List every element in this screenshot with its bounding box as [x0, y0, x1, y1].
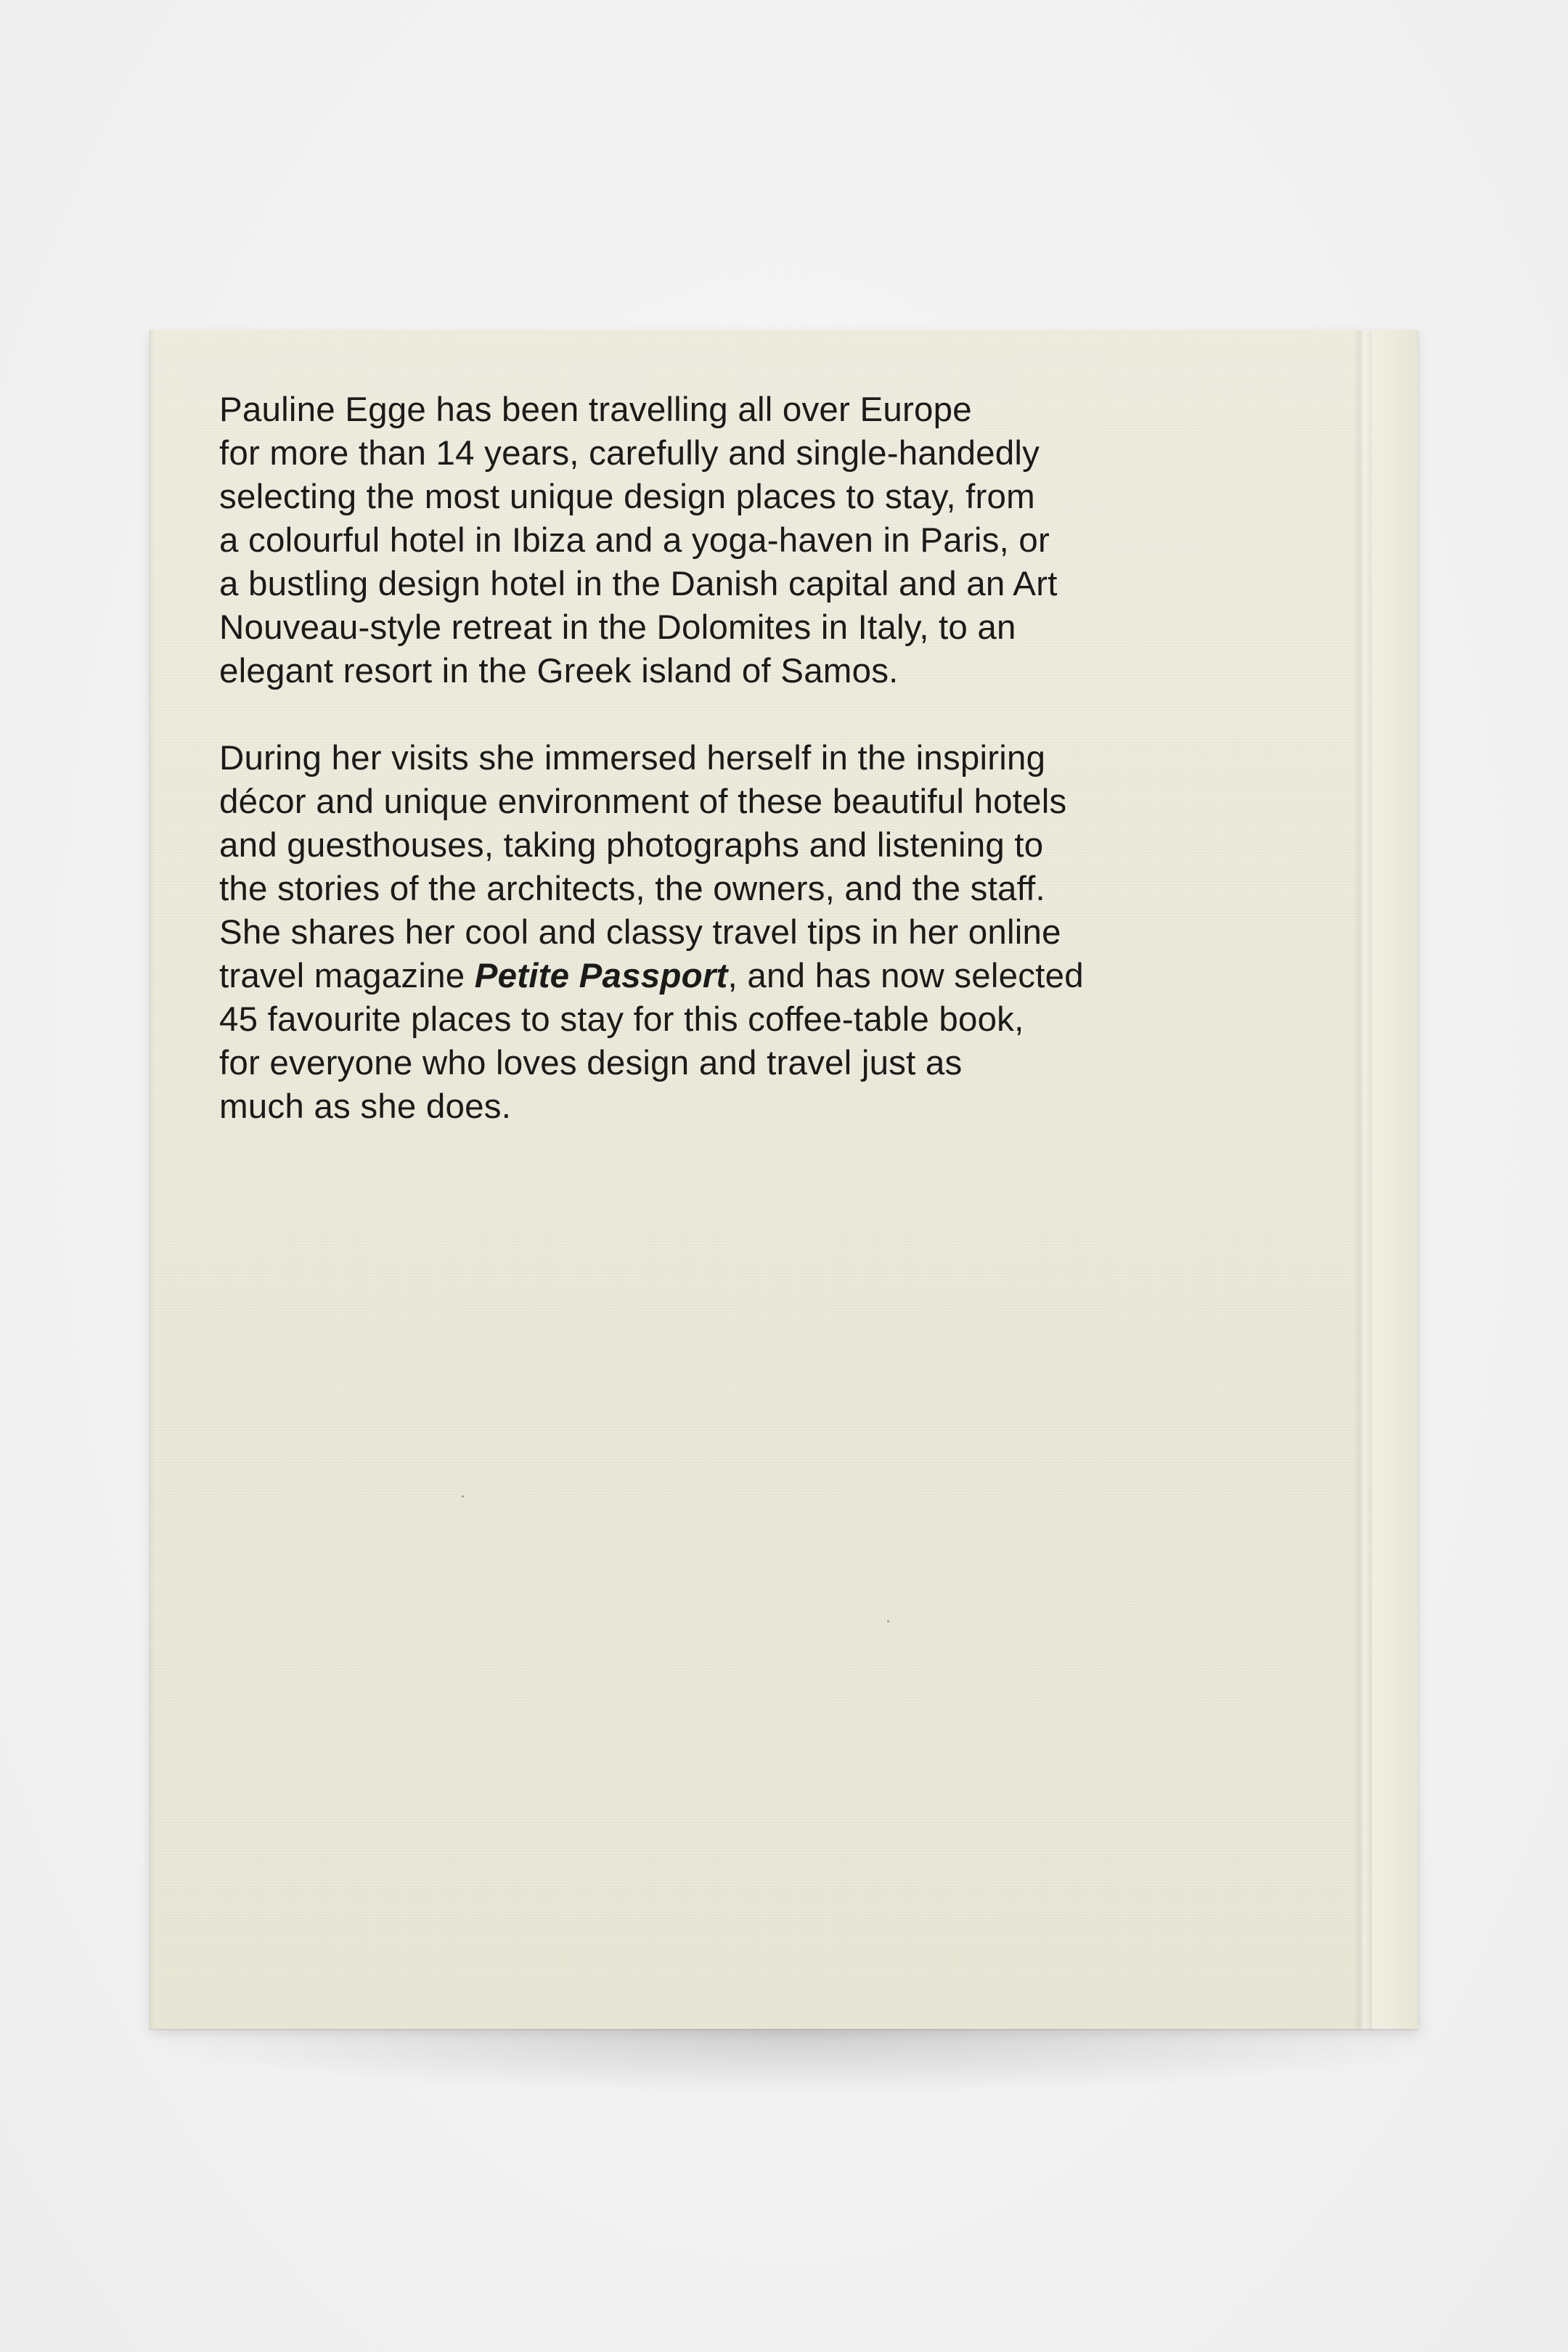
book-back-cover [150, 330, 1418, 2029]
back-cover-blurb [219, 388, 1308, 1129]
blurb-paragraph-2-end: , and has now selected 45 favourite places to stay for this coffee-table book, for everyone who loves design and travel just as much as she does. [219, 957, 1084, 1126]
book-spine [1372, 330, 1418, 2029]
blurb-paragraph-1: Pauline Egge has been travelling all over Europe for more than 14 years, carefully and single-handedly selecting the most unique design places to stay, from a colourful hotel in Ibiza and a yoga-haven in Paris, or a bustling design hotel in the Danish capital and an Art Nouveau-style retreat in the Dolomites in Italy, to an elegant resort in the Greek island of Samos. [219, 391, 1058, 690]
cover-speck [887, 1620, 889, 1622]
cover-left-edge [150, 330, 154, 2029]
spine-hinge [1353, 330, 1372, 2029]
blurb-paragraph-2-start: During her visits she immersed herself in the inspiring décor and unique environment of these beautiful hotels and guesthouses, taking photographs and listening to the stories of the architects, the owners, and the staff. She shares her cool and classy travel tips in her online travel magazine [219, 739, 1067, 995]
cover-speck [462, 1495, 464, 1498]
magazine-name: Petite Passport [474, 957, 728, 995]
blurb-paragraph-2 [219, 737, 1308, 1129]
